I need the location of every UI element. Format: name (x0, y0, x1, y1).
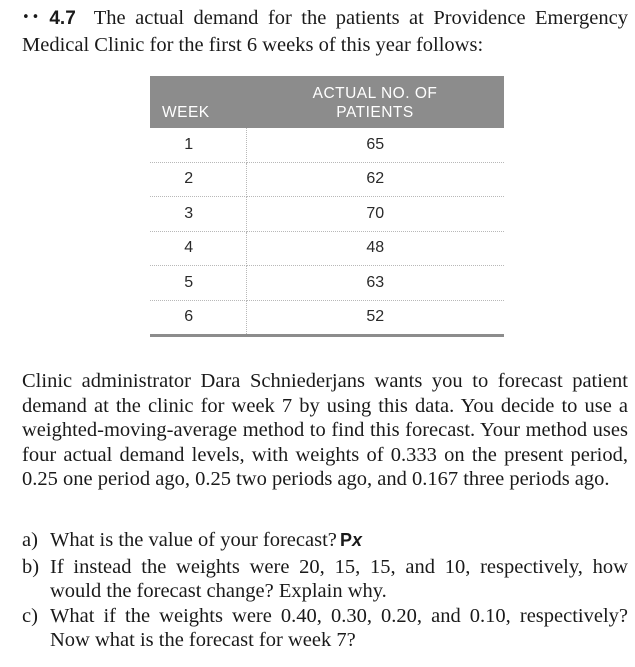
cell-patients: 52 (366, 308, 385, 326)
table-row (150, 197, 504, 232)
cell-week: 2 (150, 162, 246, 197)
problem-heading (22, 5, 628, 58)
problem-intro: The actual demand for the patients at Providence Emergency Medical Clinic for the first 6 weeks of this year follows: (22, 7, 628, 56)
table-bottom-rule (150, 334, 504, 337)
difficulty-dots: •• (22, 10, 42, 25)
cell-patients: 62 (246, 162, 504, 197)
svg-text:x: x (351, 530, 362, 548)
question-item (22, 604, 628, 653)
table-row (150, 162, 504, 197)
cell-week: 6 (150, 300, 246, 334)
demand-table (150, 76, 504, 337)
table-row (150, 266, 504, 301)
cell-week: 3 (150, 197, 246, 232)
question-item (22, 528, 628, 555)
cell-patients: 48 (246, 231, 504, 266)
table-row (150, 231, 504, 266)
problem-paragraph: Clinic administrator Dara Schniederjans wants you to forecast patient demand at the clinic for week 7 by using this data. You decide to use a weighted-moving-average method to find this forecast. Your method uses four actual demand levels, with weights of 0.333 on the present period, 0.25 one period ago, 0.25 two periods ago, and 0.167 three periods ago. (22, 370, 628, 491)
question-item (22, 555, 628, 604)
question-label: a) (22, 529, 38, 551)
question-label: b) (22, 555, 40, 578)
question-label: c) (22, 604, 38, 627)
question-list (22, 528, 628, 653)
cell-week: 5 (150, 266, 246, 301)
cell-week: 1 (150, 128, 246, 162)
question-text: What is the value of your forecast? (50, 529, 337, 551)
table-row (150, 128, 504, 162)
svg-text:P: P (339, 530, 352, 548)
table-row (150, 300, 504, 334)
cell-patients: 63 (246, 266, 504, 301)
px-icon (340, 530, 374, 555)
header-patients-line1: ACTUAL NO. OF (312, 85, 438, 102)
header-patients (246, 76, 504, 128)
data-table (150, 76, 504, 334)
header-week: WEEK (150, 76, 246, 128)
question-text: What if the weights were 0.40, 0.30, 0.20, and 0.10, respectively? Now what is the forecast for week 7? (50, 604, 628, 652)
problem-number: 4.7 (49, 8, 76, 29)
header-patients-line2: PATIENTS (336, 104, 414, 121)
cell-patients: 70 (246, 197, 504, 232)
table-header-row (150, 76, 504, 128)
question-text: If instead the weights were 20, 15, 15, and 10, respectively, how would the forecast change? Explain why. (50, 555, 628, 603)
cell-week: 4 (150, 231, 246, 266)
cell-patients: 65 (246, 128, 504, 162)
